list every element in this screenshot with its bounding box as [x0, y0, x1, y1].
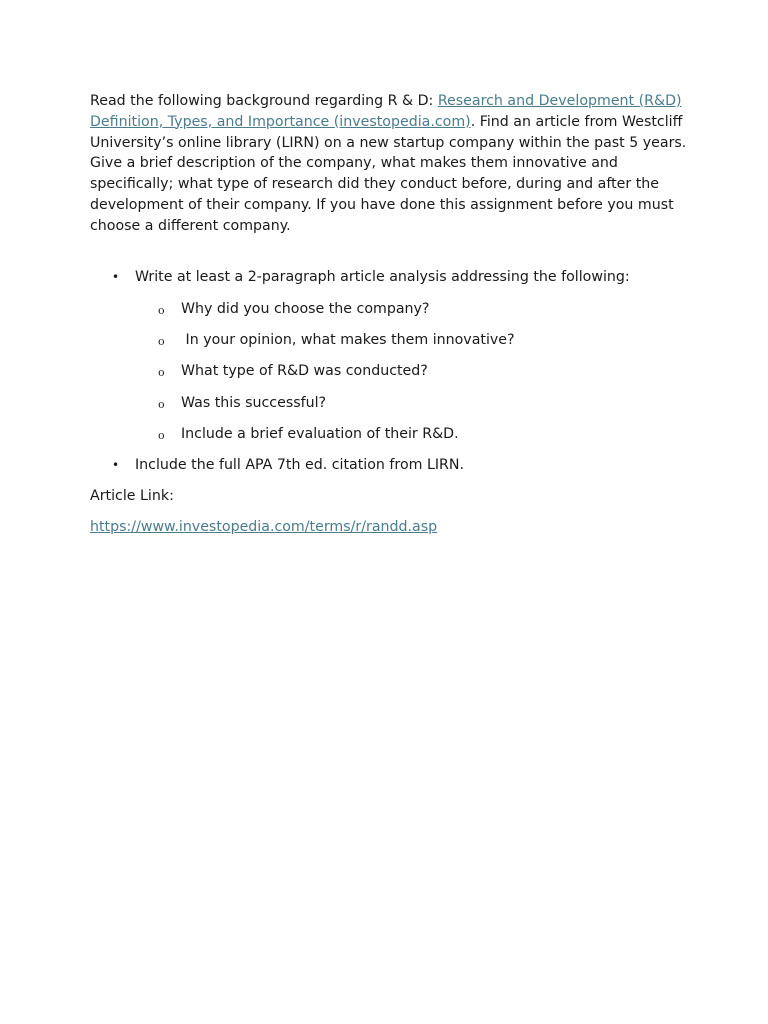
sub-item-text: Include a brief evaluation of their R&D. [181, 426, 459, 442]
document-body [90, 91, 690, 237]
bullet-marker: • [112, 458, 120, 472]
sub-item-text: What type of R&D was conducted? [181, 363, 428, 379]
sub-marker: o [158, 429, 165, 442]
sub-item-text: Why did you choose the company? [181, 301, 430, 317]
intro-lead: Read the following background regarding R & D: [90, 93, 438, 109]
sub-marker: o [158, 304, 165, 317]
article-url-link[interactable]: https://www.investopedia.com/terms/r/randd.asp [90, 519, 438, 535]
sub-marker: o [158, 398, 165, 411]
article-link-label: Article Link: [90, 488, 174, 504]
sub-item-text: In your opinion, what makes them innovative? [181, 332, 515, 348]
bullet-marker: • [112, 270, 120, 284]
intro-rest: . Find an article from Westcliff University’s online library (LIRN) on a new startup company within the past 5 years. Give a brief description of the company, what makes them innovative and specifically; what type of research did they conduct before, during and after the development of their company. If you have done this assignment before you must choose a different company. [90, 113, 687, 234]
sub-marker: o [158, 335, 165, 348]
bullet-item-1-text: Write at least a 2-paragraph article analysis addressing the following: [135, 269, 630, 285]
background-link[interactable]: Research and Development (R&D) Definition, Types, and Importance (investopedia.com) [90, 93, 682, 130]
bullet-item-2-text: Include the full APA 7th ed. citation from LIRN. [135, 457, 465, 473]
intro-paragraph [90, 91, 690, 237]
sub-marker: o [158, 366, 165, 379]
sub-item-text: Was this successful? [181, 395, 327, 411]
